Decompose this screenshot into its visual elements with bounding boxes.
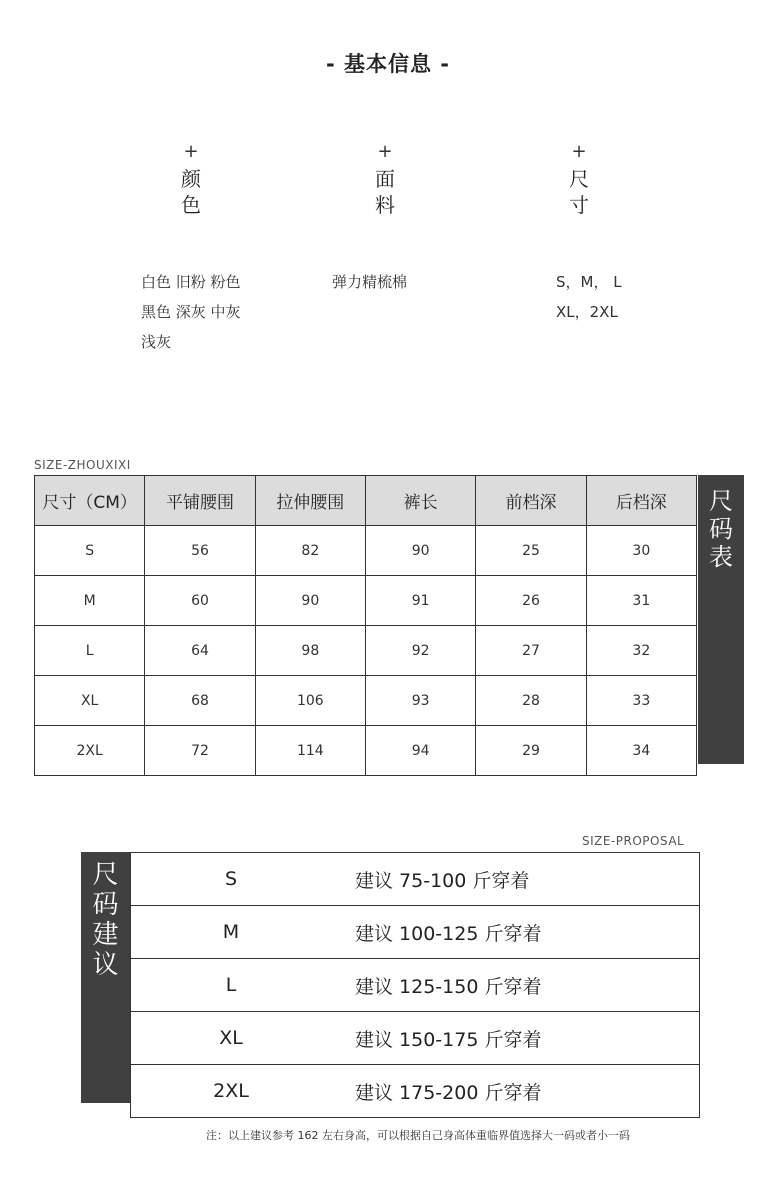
proposal-size: L — [131, 959, 332, 1012]
attr-size-header — [559, 142, 599, 218]
side-label-char: 建 — [92, 920, 119, 950]
proposal-recommendation: 建议 150-175 斤穿着 — [331, 1012, 700, 1065]
proposal-size: S — [131, 853, 332, 906]
table-row — [35, 526, 697, 576]
proposal-recommendation: 建议 75-100 斤穿着 — [331, 853, 700, 906]
header-flat-waist: 平铺腰围 — [145, 476, 255, 526]
side-label-char: 表 — [709, 543, 733, 571]
plus-icon: + — [571, 141, 587, 162]
table-cell: 114 — [255, 726, 365, 776]
table-row — [35, 726, 697, 776]
table-cell: 92 — [365, 626, 475, 676]
table-row — [131, 906, 700, 959]
side-label-char: 码 — [92, 890, 119, 920]
header-back-rise: 后档深 — [586, 476, 696, 526]
table-row — [131, 1065, 700, 1118]
side-label-char: 议 — [92, 950, 119, 980]
table-cell: L — [35, 626, 145, 676]
table-cell: 106 — [255, 676, 365, 726]
table-cell: 29 — [476, 726, 586, 776]
size-chart-side-label — [698, 475, 744, 764]
attr-size-label-1: 尺 — [569, 167, 589, 191]
table-cell: 2XL — [35, 726, 145, 776]
table-row — [35, 576, 697, 626]
material-value: 弹力精梳棉 — [332, 273, 408, 291]
table-row — [131, 853, 700, 906]
table-row — [35, 626, 697, 676]
header-size: 尺寸（CM） — [35, 476, 145, 526]
header-front-rise: 前档深 — [476, 476, 586, 526]
table-cell: 60 — [145, 576, 255, 626]
page-title: - 基本信息 - — [325, 52, 451, 76]
table-cell: 31 — [586, 576, 696, 626]
header-length: 裤长 — [365, 476, 475, 526]
color-values-line-3: 浅灰 — [141, 333, 172, 351]
proposal-size: 2XL — [131, 1065, 332, 1118]
header-stretch-waist: 拉伸腰围 — [255, 476, 365, 526]
proposal-recommendation: 建议 125-150 斤穿着 — [331, 959, 700, 1012]
table-cell: 30 — [586, 526, 696, 576]
table-cell: 72 — [145, 726, 255, 776]
table-cell: 64 — [145, 626, 255, 676]
table-row — [35, 676, 697, 726]
plus-icon: + — [183, 141, 199, 162]
table-cell: 94 — [365, 726, 475, 776]
plus-icon: + — [377, 141, 393, 162]
side-label-char: 尺 — [709, 487, 733, 515]
table-cell: 68 — [145, 676, 255, 726]
table-cell: 27 — [476, 626, 586, 676]
proposal-size: XL — [131, 1012, 332, 1065]
table-header-row — [35, 476, 697, 526]
table-cell: 32 — [586, 626, 696, 676]
table-cell: 56 — [145, 526, 255, 576]
proposal-recommendation: 建议 175-200 斤穿着 — [331, 1065, 700, 1118]
table-cell: 82 — [255, 526, 365, 576]
attr-color-label-2: 色 — [181, 193, 201, 217]
size-values-line-2: XL，2XL — [556, 303, 618, 321]
footnote: 注：以上建议参考 162 左右身高，可以根据自己身高体重临界值选择大一码或者小一码 — [206, 1129, 630, 1142]
table-cell: XL — [35, 676, 145, 726]
table-cell: S — [35, 526, 145, 576]
table-cell: 90 — [365, 526, 475, 576]
color-values-line-2: 黑色 深灰 中灰 — [141, 303, 241, 321]
attr-material-label-1: 面 — [375, 167, 395, 191]
table-cell: M — [35, 576, 145, 626]
table-cell: 33 — [586, 676, 696, 726]
table-row — [131, 1012, 700, 1065]
size-chart-table — [34, 475, 697, 776]
proposal-side-label — [81, 852, 130, 1103]
table-cell: 34 — [586, 726, 696, 776]
size-values-line-1: S，M， L — [556, 273, 622, 291]
attr-material-header — [365, 142, 405, 218]
side-label-char: 尺 — [92, 860, 119, 890]
color-values-line-1: 白色 旧粉 粉色 — [141, 273, 241, 291]
proposal-chart-table — [130, 852, 700, 1118]
attr-color-label-1: 颜 — [181, 167, 201, 191]
table-cell: 28 — [476, 676, 586, 726]
side-label-char: 码 — [709, 515, 733, 543]
proposal-recommendation: 建议 100-125 斤穿着 — [331, 906, 700, 959]
attr-material-label-2: 料 — [375, 193, 395, 217]
proposal-chart-tag: SIZE-PROPOSAL — [582, 834, 685, 848]
table-cell: 98 — [255, 626, 365, 676]
table-cell: 26 — [476, 576, 586, 626]
table-cell: 91 — [365, 576, 475, 626]
table-cell: 25 — [476, 526, 586, 576]
attr-size-label-2: 寸 — [569, 193, 589, 217]
proposal-size: M — [131, 906, 332, 959]
table-row — [131, 959, 700, 1012]
size-chart-tag: SIZE-ZHOUXIXI — [34, 458, 131, 472]
attr-color-header — [171, 142, 211, 218]
table-cell: 90 — [255, 576, 365, 626]
table-cell: 93 — [365, 676, 475, 726]
